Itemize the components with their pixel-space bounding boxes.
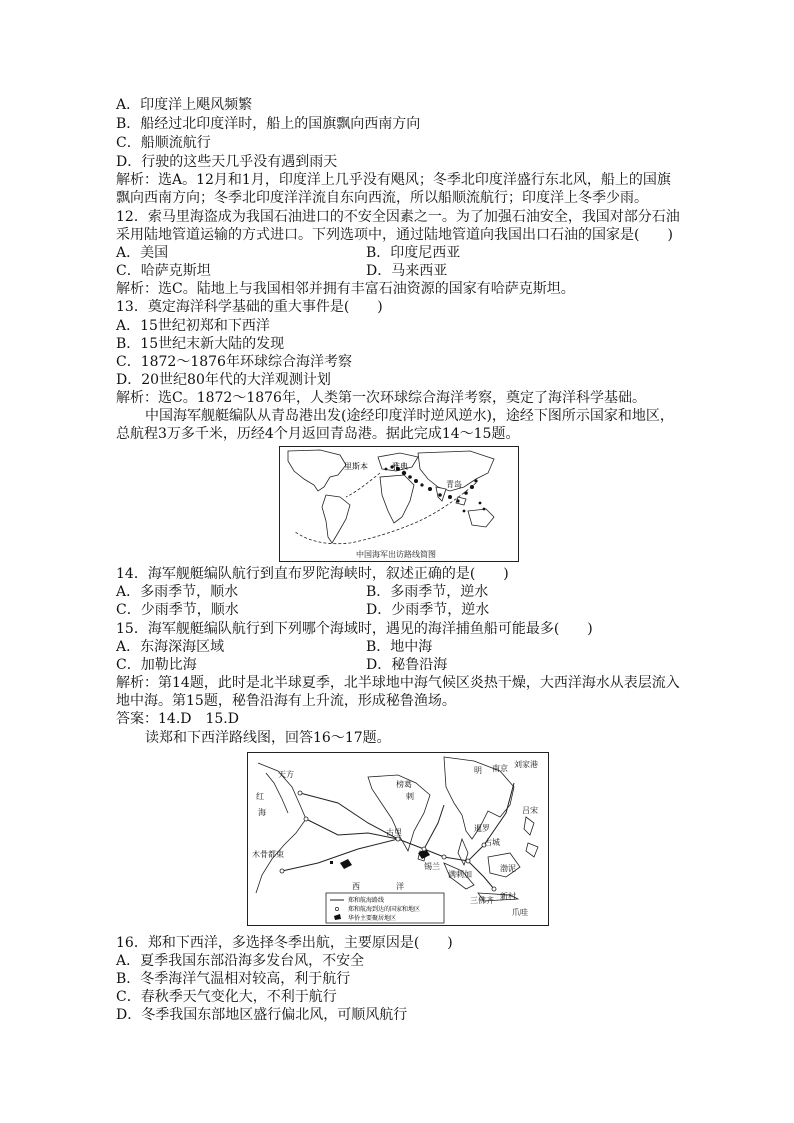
label-honghai-2: 海 (258, 808, 266, 817)
label-guli: 古里 (386, 828, 402, 837)
q13-analysis: 解析：选C。1872～1876年，人类第一次环球综合海洋考察，奠定了海洋科学基础。 (116, 390, 646, 406)
q12-option-a: A．美国 (116, 245, 169, 261)
q16-17-intro: 读郑和下西洋路线图，回答16～17题。 (145, 730, 391, 746)
q11-option-b: B．船经过北印度洋时，船上的国旗飘向西南方向 (116, 116, 421, 132)
q14-15-answer: 答案：14.D 15.D (116, 711, 239, 727)
q12-stem-line1: 12．索马里海盗成为我国石油进口的不安全因素之一。为了加强石油安全，我国对部分石油 (116, 209, 680, 225)
navy-route-map-graphic (280, 447, 518, 561)
q11-option-d: D．行驶的这些天几乎没有遇到雨天 (116, 154, 338, 170)
label-xincun: 新村 (500, 892, 516, 901)
label-lvsong: 吕宋 (522, 806, 538, 815)
q13-option-a: A．15世纪初郑和下西洋 (116, 318, 270, 334)
label-liujiagang: 刘家港 (514, 760, 538, 769)
label-xi: 西 (352, 882, 360, 891)
q16-stem: 16．郑和下西洋，多选择冬季出航，主要原因是( ) (116, 935, 453, 951)
q11-option-a: A．印度洋上飓风频繁 (116, 97, 253, 113)
q14-15-intro-line2: 总航程3万多千米，历经4个月返回青岛港。据此完成14～15题。 (116, 426, 520, 442)
legend-route: 郑和航海路线 (348, 897, 385, 904)
label-boni: 渤泥 (500, 864, 516, 873)
label-nanjing: 南京 (492, 764, 508, 773)
label-manlajia: 满剌加 (448, 870, 472, 879)
map2-legend (326, 893, 444, 923)
q12-option-c: C．哈萨克斯坦 (116, 263, 211, 279)
q15-stem: 15．海军舰艇编队航行到下列哪个海域时，遇见的海洋捕鱼船可能最多( ) (116, 621, 593, 637)
q15-option-a: A．东海深海区域 (116, 639, 225, 655)
navy-route-map (279, 446, 519, 562)
q13-option-b: B．15世纪末新大陆的发现 (116, 336, 285, 352)
label-mugudushu: 木骨都束 (252, 850, 284, 859)
q15-option-c: C．加勒比海 (116, 657, 197, 673)
label-zhancheng: 占城 (484, 838, 500, 847)
label-bangge: 榜葛 (396, 780, 412, 789)
label-ming: 明 (474, 766, 482, 775)
q14-15-analysis-line2: 地中海。第15题，秘鲁沿海有上升流，形成秘鲁渔场。 (116, 693, 456, 709)
q14-option-c: C．少雨季节，顺水 (116, 602, 239, 618)
q11-option-c: C．船顺流航行 (116, 135, 211, 151)
q13-option-d: D．20世纪80年代的大洋观测计划 (116, 372, 331, 388)
q14-option-a: A．多雨季节，顺水 (116, 584, 239, 600)
label-honghai: 红 (256, 792, 264, 801)
q16-option-c: C．春秋季天气变化大，不利于航行 (116, 989, 337, 1005)
q14-15-intro-line1: 中国海军舰艇编队从青岛港出发(途经印度洋时逆风逆水)，途经下图所示国家和地区， (145, 408, 674, 424)
label-athens: 雅典 (392, 462, 408, 471)
q12-stem-line2: 采用陆地管道运输的方式进口。下列选项中，通过陆地管道向我国出口石油的国家是( ) (116, 227, 673, 243)
map1-caption: 中国海军出访路线简图 (356, 550, 436, 559)
q12-option-d: D．马来西亚 (366, 263, 448, 279)
q13-option-c: C．1872～1876年环球综合海洋考察 (116, 354, 352, 370)
legend-reached: 郑和航海到达的国家和地区 (348, 906, 421, 913)
label-yang: 洋 (396, 882, 404, 891)
label-zhaowa: 爪哇 (512, 908, 528, 917)
q14-option-d: D．少雨季节，逆水 (366, 602, 490, 618)
label-qingdao: 青岛 (446, 480, 462, 489)
label-lisbon: 里斯本 (344, 462, 368, 471)
zheng-he-route-graphic (248, 753, 548, 925)
legend-huaqiao: 华侨主要聚居地区 (348, 915, 397, 922)
zheng-he-route-map (247, 752, 549, 926)
label-tianfang: 天方 (278, 770, 294, 779)
label-xilan: 锡兰 (424, 862, 440, 871)
q16-option-d: D．冬季我国东部地区盛行偏北风，可顺风航行 (116, 1007, 408, 1023)
label-sanfoqi: 三佛齐 (470, 896, 494, 905)
q15-option-d: D．秘鲁沿海 (366, 657, 448, 673)
q11-analysis-line1: 解析：选A。12月和1月，印度洋上几乎没有飓风；冬季北印度洋盛行东北风，船上的国旗 (116, 172, 671, 188)
q15-option-b: B．地中海 (366, 639, 433, 655)
q14-15-analysis-line1: 解析：第14题，此时是北半球夏季，北半球地中海气候区炎热干燥，大西洋海水从表层流入 (116, 675, 680, 691)
label-siam: 暹罗 (474, 824, 490, 833)
q14-stem: 14．海军舰艇编队航行到直布罗陀海峡时，叙述正确的是( ) (116, 566, 509, 582)
label-la: 剌 (406, 792, 414, 801)
q14-option-b: B．多雨季节，逆水 (366, 584, 489, 600)
q13-stem: 13．奠定海洋科学基础的重大事件是( ) (116, 299, 383, 315)
q16-option-a: A．夏季我国东部沿海多发台风，不安全 (116, 953, 365, 969)
q11-analysis-line2: 飘向西南方向；冬季北印度洋洋流自东向西流，所以船顺流航行；印度洋上冬季少雨。 (116, 190, 648, 206)
q12-option-b: B．印度尼西亚 (366, 245, 461, 261)
q12-analysis: 解析：选C。陆地上与我国相邻并拥有丰富石油资源的国家有哈萨克斯坦。 (116, 281, 575, 297)
q16-option-b: B．冬季海洋气温相对较高，利于航行 (116, 971, 351, 987)
